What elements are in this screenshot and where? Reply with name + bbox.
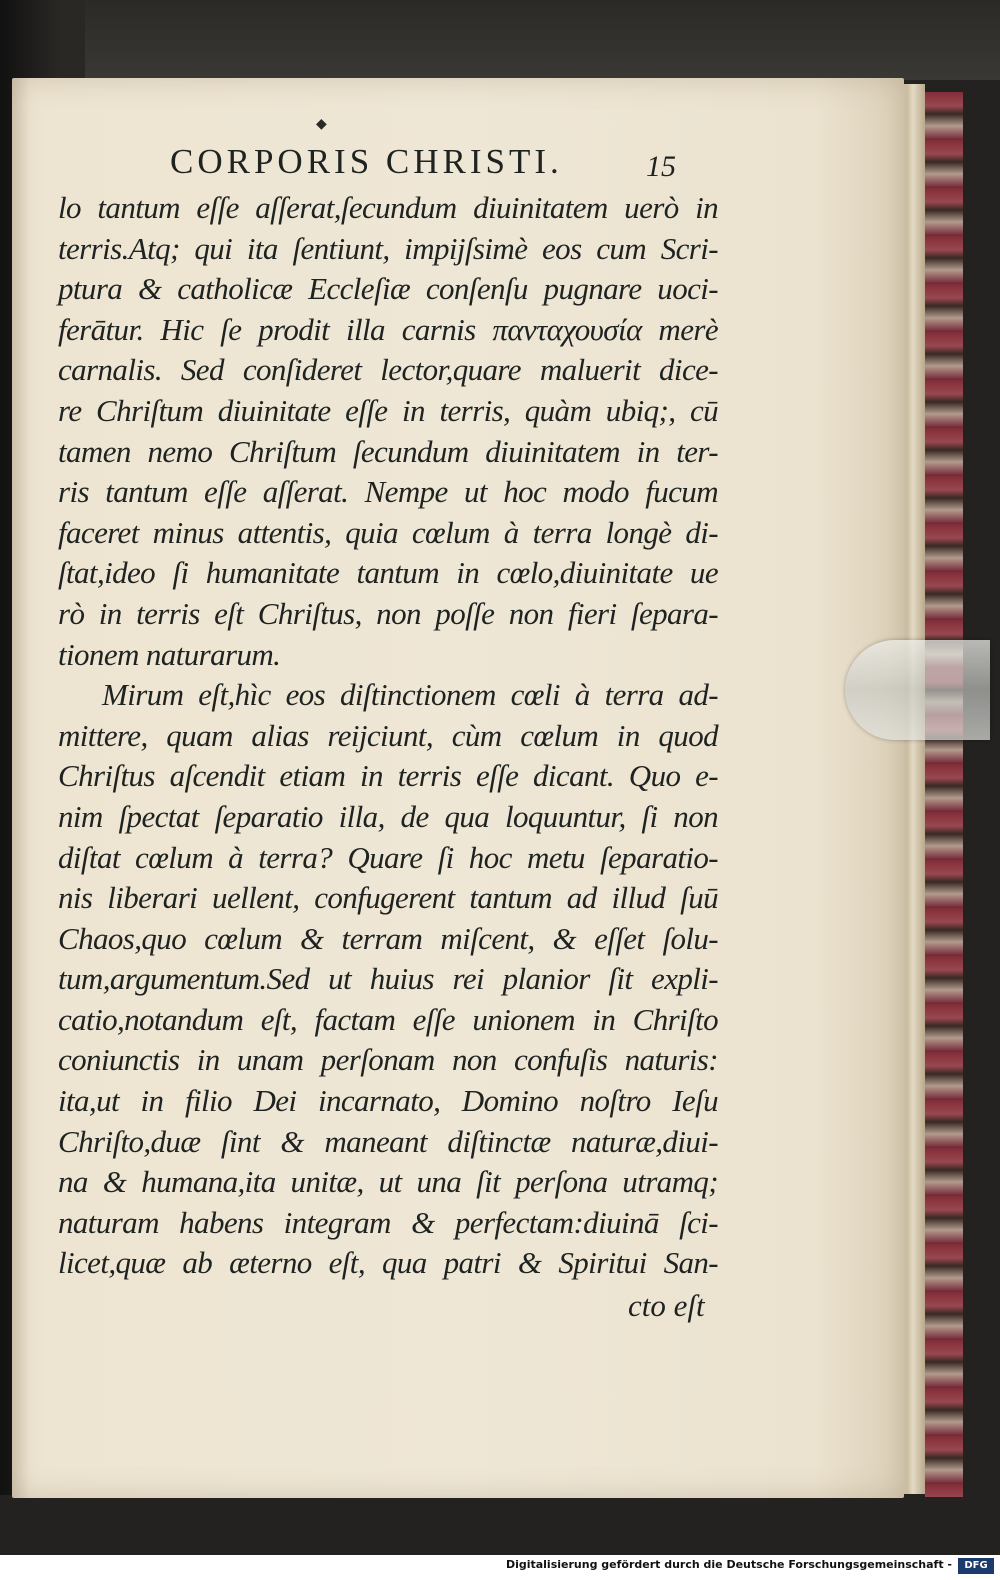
text-line: tamen nemo Chriſtum ſecundum diuinitatem in ter- (58, 433, 718, 469)
text-line: ris tantum eſſe aſſerat. Nempe ut hoc modo fucum (58, 474, 718, 510)
text-line: ſtat,ideo ſi humanitate tantum in cœlo,diuinitate ue (58, 555, 718, 591)
text-line: terris.Atq; qui ita ſentiunt, impijſsimè eos cum Scri- (58, 230, 718, 266)
text-line: naturam habens integram & perfectam:diuinā ſci- (58, 1204, 718, 1240)
body-text (58, 188, 718, 1284)
text-line: lo tantum eſſe aſſerat,ſecundum diuinitatem uerò in (58, 190, 718, 225)
catchword: cto eſt (628, 1288, 705, 1323)
running-head: CORPORIS CHRISTI. (170, 142, 563, 181)
text-line: catio,notandum eſt, factam eſſe unionem in Chriſto (58, 1001, 718, 1037)
text-line: Mirum eſt,hìc eos diſtinctionem cœli à terra ad- (102, 677, 718, 713)
text-line: ita,ut in filio Dei incarnato, Domino noſtro Ieſu (58, 1083, 718, 1119)
ornament-dot-icon: ◆ (316, 117, 327, 132)
page-number: 15 (646, 150, 676, 183)
text-line: nis liberari uellent, confugerent tantum ad illud ſuū (58, 880, 718, 916)
text-line: carnalis. Sed conſideret lector,quare maluerit dice- (58, 352, 718, 388)
dfg-logo-icon: DFG (958, 1558, 994, 1574)
text-line: mittere, quam alias reijciunt, cùm cœlum in quod (58, 717, 718, 753)
book-cover-edge (925, 92, 963, 1497)
text-line: tum,argumentum.Sed ut huius rei planior ſit expli- (58, 961, 718, 997)
text-line: nim ſpectat ſeparatio illa, de qua loquuntur, ſi non (58, 798, 718, 834)
text-line: Chaos,quo cœlum & terram miſcent, & eſſet ſolu- (58, 920, 718, 956)
text-line: ferātur. Hic ſe prodit illa carnis πανταχουσία merè (58, 311, 718, 347)
scan-top-shadow (85, 0, 1000, 80)
text-line: rò in terris eſt Chriſtus, non poſſe non fieri ſepara- (58, 595, 718, 631)
scan-bottom-shadow (0, 1495, 1000, 1555)
text-line: Chriſtus aſcendit etiam in terris eſſe dicant. Quo e- (58, 758, 718, 794)
text-line: tionem naturarum. (58, 636, 281, 672)
text-line: licet,quæ ab æterno eſt, qua patri & Spiritui San- (58, 1245, 718, 1281)
text-line: na & humana,ita unitæ, ut una ſit perſona utramq; (58, 1164, 718, 1200)
credit-text: Digitalisierung gefördert durch die Deutsche Forschungsgemeinschaft - (505, 1558, 952, 1571)
text-line: Chriſto,duæ ſint & maneant diſtinctæ naturæ,diui- (58, 1123, 718, 1159)
text-line: faceret minus attentis, quia cœlum à terra longè di- (58, 514, 718, 550)
text-line: ptura & catholicæ Eccleſiæ conſenſu pugnare uoci- (58, 271, 718, 307)
text-line: diſtat cœlum à terra? Quare ſi hoc metu ſeparatio- (58, 839, 718, 875)
text-line: re Chriſtum diuinitate eſſe in terris, quàm ubiq;, cū (58, 392, 718, 428)
text-line: coniunctis in unam perſonam non confuſis naturis: (58, 1042, 718, 1078)
page-clip (845, 640, 990, 740)
